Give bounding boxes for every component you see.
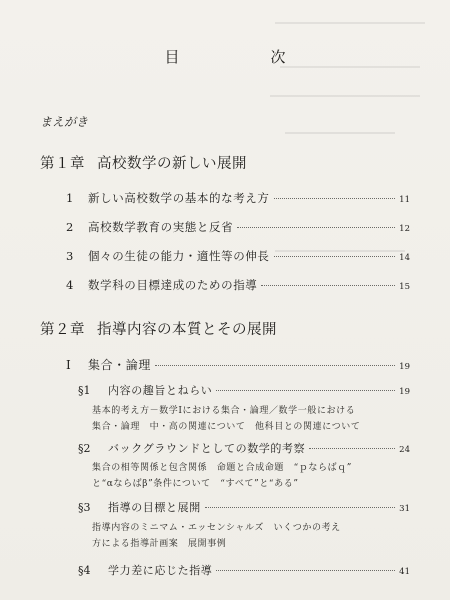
toc-entry (66, 219, 410, 235)
subsection-description: 方による指導計画案 展開事例 (92, 539, 227, 549)
toc-subentry (78, 440, 410, 456)
subsection-number: §3 (78, 501, 91, 514)
subsection-number: §2 (78, 442, 91, 455)
part-title: 集合・論理 (88, 358, 152, 372)
preface-entry: まえがき (40, 115, 89, 129)
toc-entry (66, 277, 410, 293)
page-number: 31 (399, 504, 410, 514)
dot-leader (216, 570, 395, 571)
section-title: 新しい高校数学の基本的な考え方 (88, 191, 270, 205)
page-number: 14 (399, 253, 410, 263)
subsection-title: 指導の目標と展開 (108, 501, 201, 514)
section-title: 数学科の目標達成のための指導 (88, 278, 258, 292)
chapter-title: 高校数学の新しい展開 (97, 156, 247, 172)
chapter-1-heading (40, 152, 247, 173)
chapter-title: 指導内容の本質とその展開 (97, 322, 277, 338)
subsection-description: 基本的考え方－数学Ⅰにおける集合・論理／数学一般における (92, 406, 356, 416)
page-number: 19 (399, 362, 410, 372)
dot-leader (237, 227, 395, 228)
dot-leader (261, 285, 395, 286)
toc-subentry (78, 562, 410, 578)
subsection-description: と“αならばβ”条件について “すべて”と“ある” (92, 479, 299, 489)
dot-leader (205, 507, 395, 508)
toc-entry (66, 248, 410, 264)
toc-subentry (78, 499, 410, 515)
dot-leader (216, 390, 395, 391)
section-number: 2 (66, 220, 74, 234)
section-title: 個々の生徒の能力・適性等の伸長 (88, 249, 270, 263)
part-number: I (66, 358, 71, 372)
subsection-title: 内容の趣旨とねらい (108, 384, 213, 397)
page-number: 11 (399, 195, 410, 205)
page-number: 19 (399, 387, 410, 397)
subsection-description: 集合の相等関係と包含関係 命題と合成命題 “ｐならばｑ” (92, 463, 353, 473)
page-number: 12 (399, 224, 410, 234)
dot-leader (155, 365, 395, 366)
part-entry (66, 356, 410, 373)
dot-leader (274, 198, 396, 199)
subsection-number: §1 (78, 384, 91, 397)
toc-title: 目 次 (164, 48, 324, 66)
section-number: 1 (66, 191, 74, 205)
page-number: 24 (399, 445, 410, 455)
toc-entry (66, 190, 410, 206)
page-number: 41 (399, 567, 410, 577)
dot-leader (309, 448, 395, 449)
subsection-description: 指導内容のミニマム・エッセンシャルズ いくつかの考え (92, 523, 341, 533)
subsection-number: §4 (78, 564, 91, 577)
page-number: 15 (399, 282, 410, 292)
chapter-label: 第２章 (40, 322, 85, 338)
subsection-title: バックグラウンドとしての数学的考察 (108, 442, 306, 455)
section-number: 3 (66, 249, 74, 263)
subsection-description: 集合・論理 中・高の関連について 他科目との関連について (92, 422, 361, 432)
dot-leader (274, 256, 396, 257)
subsection-title: 学力差に応じた指導 (108, 564, 213, 577)
toc-subentry (78, 382, 410, 398)
chapter-label: 第１章 (40, 156, 85, 172)
section-number: 4 (66, 278, 74, 292)
section-title: 高校数学教育の実態と反省 (88, 220, 234, 234)
chapter-2-heading (40, 318, 277, 339)
